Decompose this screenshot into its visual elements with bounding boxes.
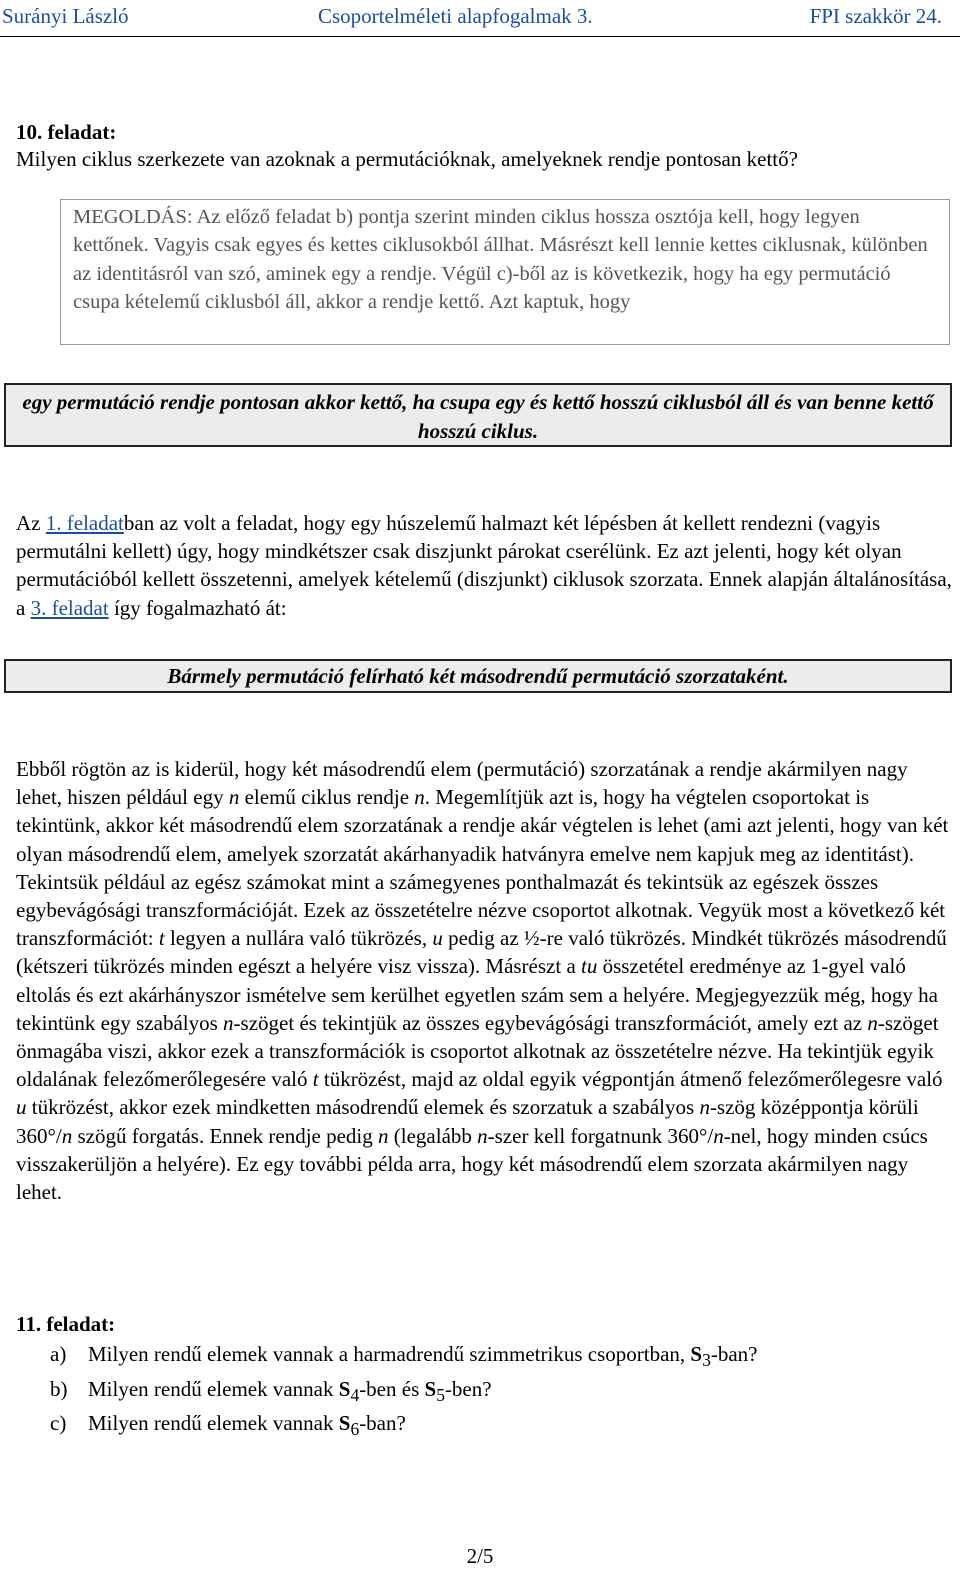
group-symbol: S bbox=[424, 1376, 437, 1401]
para2-text: . Megemlítjük azt is, hogy ha végtelen csoportokat is tekintünk, akkor két másodrendű elem szorzatának a rendje akár végtelen is lehet (ami azt jelenti, hogy van két olyan másodrendű elem, amelyek szorzatát akárhanyadik hatványra emelve nem kapjuk meg az identitást). Tekintsük például az egész számokat mint a számegyenes ponthalmazát és tekintsük az egészek összes egybevágósági transzformációját. Ezek az összetételre nézve csoportot alkotnak. Vegyük most a következő két transzformációt: bbox=[16, 785, 949, 951]
var-n: n bbox=[699, 1095, 710, 1120]
list-item-text: Milyen rendű elemek vannak bbox=[88, 1376, 339, 1401]
page-number: 2/5 bbox=[466, 1544, 494, 1568]
para2-text: pedig az ½-re való tükrözés. Mindkét tükrözés másodrendű (kétszeri tükrözés minden egészt a helyére visz vissza). Másrészt a bbox=[16, 926, 947, 979]
para1-suffix: így fogalmazható át: bbox=[108, 595, 287, 620]
var-t: t bbox=[158, 926, 165, 951]
header-author: Surányi László bbox=[2, 4, 129, 28]
task10-question: Milyen ciklus szerkezete van azoknak a permutációknak, amelyeknek rendje pontosan kettő? bbox=[16, 147, 798, 171]
list-item bbox=[50, 1375, 757, 1410]
var-n: n bbox=[378, 1123, 389, 1148]
header-course: FPI szakkör 24. bbox=[809, 4, 942, 28]
result-text: egy permutáció rendje pontosan akkor kettő, ha csupa egy és kettő hosszú ciklusból áll és van benne kettő hosszú ciklus. bbox=[22, 390, 934, 443]
para2-text: tükrözést, akkor ezek mindketten másodrendű elemek és szorzatuk a szabályos bbox=[26, 1095, 700, 1120]
link-task3[interactable]: 3. feladat bbox=[30, 595, 109, 620]
var-n: n bbox=[477, 1123, 488, 1148]
task10-title: 10. feladat: bbox=[16, 120, 117, 144]
list-item bbox=[50, 1340, 757, 1375]
header-rule bbox=[0, 36, 960, 37]
group-symbol: S bbox=[338, 1411, 351, 1436]
group-symbol: S bbox=[690, 1342, 703, 1366]
claim-text: Bármely permutáció felírható két másodrendű permutáció szorzataként. bbox=[167, 664, 789, 688]
group-index: 5 bbox=[436, 1384, 445, 1405]
var-n: n bbox=[228, 785, 240, 810]
para2-text: tükrözést, majd az oldal egyik végpontján átmenő felezőmerőlegesre való bbox=[318, 1067, 943, 1092]
var-u: u bbox=[16, 1095, 27, 1120]
list-item-label: b) bbox=[50, 1376, 68, 1401]
list-item-text: -ban? bbox=[359, 1411, 406, 1436]
var-n: n bbox=[414, 785, 425, 810]
para2-text: -nel, hogy minden csúcs visszakerüljön a helyére). Ez egy további példa arra, hogy két másodrendű elem szorzata akármilyen nagy lehet. bbox=[16, 1123, 928, 1205]
list-item-text: -ben és bbox=[359, 1376, 425, 1401]
task11-title: 11. feladat: bbox=[16, 1312, 116, 1336]
list-item-text: -ben? bbox=[444, 1376, 492, 1401]
var-n: n bbox=[223, 1010, 234, 1035]
para2-text: összetétel eredménye az 1-gyel való eltolás és ezt akárhányszor ismételve sem kerülhet egyetlen szám sem a helyére. Megjegyezzük még, hogy ha tekintünk egy szabályos bbox=[16, 954, 938, 1035]
para2-text: Ebből rögtön az is kiderül, hogy két másodrendű elem (permutáció) szorzatának a rendje akármilyen nagy lehet, hiszen például egy bbox=[16, 757, 908, 810]
task11-list bbox=[50, 1340, 757, 1444]
solution-text: MEGOLDÁS: Az előző feladat b) pontja szerint minden ciklus hossza osztója kell, hogy legyen kettőnek. Vagyis csak egyes és kettes ciklusokból állhat. Másrészt kell lennie kettes ciklusnak, különben az identitásról van szó, aminek egy a rendje. Végül c)-ből az is következik, hogy ha egy permutáció csupa kételemű ciklusból áll, akkor a rendje kettő. Azt kaptuk, hogy bbox=[73, 206, 928, 314]
list-item bbox=[50, 1409, 757, 1444]
para2-text: elemű ciklus rendje bbox=[239, 785, 415, 810]
paragraph-1 bbox=[16, 509, 952, 622]
para2-text: -szöget önmagába viszi, akkor ezek a transzformációk is csoportot alkotnak az összetételre nézve. Ha tekintjük egyik oldalának felezőmerőlegesére való bbox=[16, 1010, 939, 1092]
group-index: 6 bbox=[350, 1419, 360, 1440]
para2-text: legyen a nullára való tükrözés, bbox=[164, 926, 433, 951]
var-u: u bbox=[432, 926, 443, 951]
list-item-text: -ban? bbox=[710, 1342, 758, 1366]
link-task1[interactable]: 1. feladat bbox=[45, 511, 124, 535]
para1-prefix: Az bbox=[16, 511, 46, 535]
var-n: n bbox=[713, 1123, 724, 1148]
para2-text: -szer kell forgatnunk 360°/ bbox=[487, 1123, 714, 1148]
var-n: n bbox=[61, 1123, 73, 1148]
list-item-label: a) bbox=[50, 1342, 67, 1366]
para2-text: (legalább bbox=[388, 1123, 478, 1148]
para2-text: -szög középpontja körüli 360°/ bbox=[16, 1095, 919, 1148]
page-header bbox=[0, 4, 960, 38]
list-item-label: c) bbox=[50, 1411, 67, 1436]
list-item-text: Milyen rendű elemek vannak bbox=[88, 1411, 339, 1436]
group-index: 4 bbox=[350, 1384, 360, 1405]
group-index: 3 bbox=[702, 1350, 711, 1371]
claim-box bbox=[4, 659, 952, 693]
para2-text: -szöget és tekintjük az összes egybevágósági transzformációt, amely ezt az bbox=[233, 1010, 868, 1035]
var-t: t bbox=[312, 1067, 319, 1092]
para2-text: szögű forgatás. Ennek rendje pedig bbox=[72, 1123, 379, 1148]
header-title: Csoportelméleti alapfogalmak 3. bbox=[318, 4, 593, 28]
result-box bbox=[4, 383, 952, 447]
group-symbol: S bbox=[338, 1376, 351, 1401]
para1-mid: ban az volt a feladat, hogy egy húszelemű halmazt két lépésben át kellett rendezni (vagyis permutálni kellett) úgy, hogy mindkétszer csak diszjunkt párokat cserélünk. Ez azt jelenti, hogy két olyan permutációból kellett összetenni, amelyek kételemű (diszjunkt) ciklusok szorzata. Ennek alapján általánosítása, a bbox=[16, 511, 952, 620]
solution-box bbox=[60, 199, 950, 345]
list-item-text: Milyen rendű elemek vannak a harmadrendű szimmetrikus csoportban, bbox=[88, 1342, 691, 1366]
paragraph-2 bbox=[16, 755, 952, 1206]
var-n: n bbox=[867, 1010, 878, 1035]
var-tu: tu bbox=[581, 954, 598, 979]
